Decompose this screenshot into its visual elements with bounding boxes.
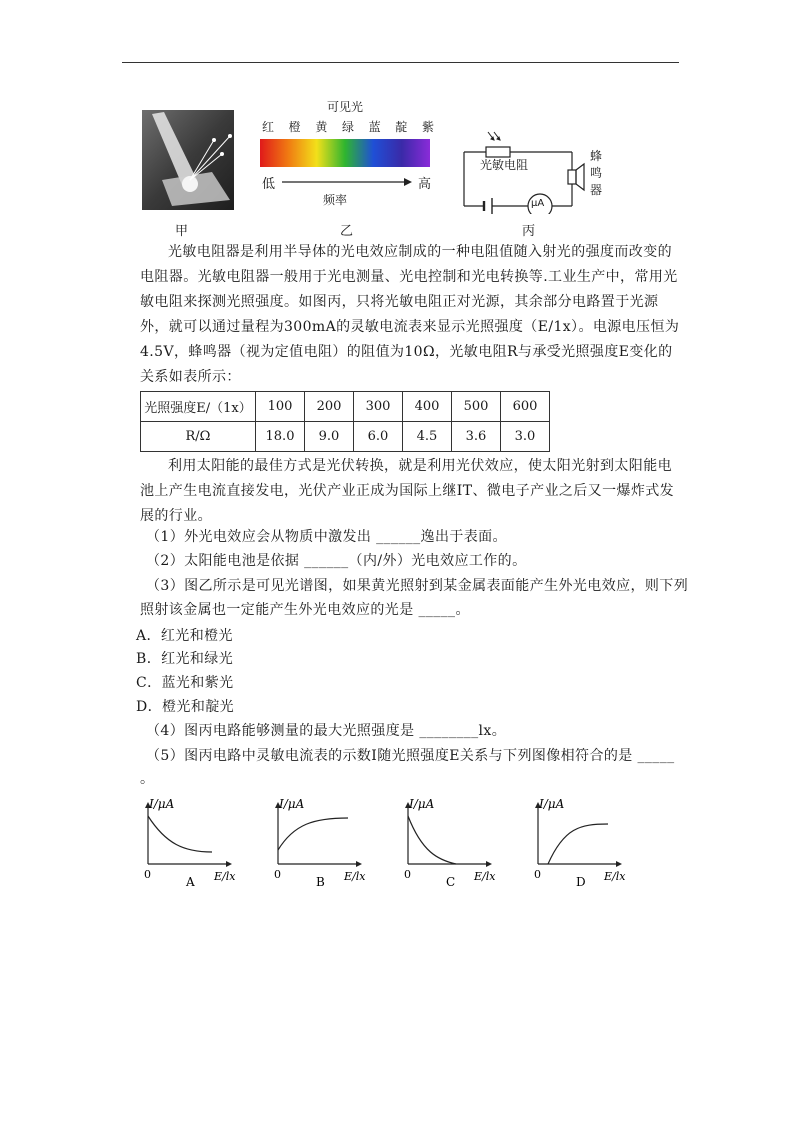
table-cell: 18.0: [256, 422, 305, 452]
question-4: （4）图丙电路能够测量的最大光照强度是 ________lx。: [146, 723, 507, 739]
question-3-line-1: （3）图乙所示是可见光谱图，如果黄光照射到某金属表面能产生外光电效应，则下列: [146, 578, 689, 594]
buzzer-char-3: 器: [590, 183, 603, 197]
data-table: [140, 391, 550, 452]
graph-curve-b: [278, 818, 348, 850]
graph-origin: 0: [274, 868, 281, 881]
graph-origin: 0: [404, 868, 411, 881]
table-cell: 500: [452, 392, 501, 422]
table-cell: 100: [256, 392, 305, 422]
color-label-yellow: 黄: [315, 120, 328, 134]
graph-curve-a: [148, 816, 212, 852]
table-cell: 3.0: [501, 422, 550, 452]
light-source-image: [142, 110, 234, 210]
graph-label-c: C: [446, 875, 456, 889]
x-axis-arrow: [356, 861, 362, 867]
option-d: D．橙光和靛光: [136, 699, 235, 715]
color-label-orange: 橙: [288, 120, 301, 134]
x-axis-arrow: [616, 861, 622, 867]
photoresistor-label: 光敏电阻: [480, 158, 529, 172]
table-cell: 9.0: [305, 422, 354, 452]
table-cell: 600: [501, 392, 550, 422]
intro-paragraph: 光敏电阻器是利用半导体的光电效应制成的一种电阻值随入射光的强度而改变的电阻器。光敏电阻器一般用于光电测量、光电控制和光电转换等.工业生产中，常用光敏电阻来探测光照强度。如图丙，只将光敏电阻正对光源，其余部分电路置于光源外，就可以通过量程为300mA的灵敏电流表来显示光照强度（E/1x）。电源电压恒为4.5V，蜂鸣器（视为定值电阻）的阻值为10Ω，光敏电阻R与承受光照强度E变化的关系如表所示：: [140, 244, 680, 385]
graph-ylabel: I/μA: [539, 797, 565, 811]
table-cell: 3.6: [452, 422, 501, 452]
x-axis-arrow: [226, 861, 232, 867]
buzzer-char-2: 鸣: [590, 166, 603, 180]
question-5-line-1: （5）图丙电路中灵敏电流表的示数I随光照强度E关系与下列图像相符合的是 _____: [146, 748, 675, 764]
table-cell: 4.5: [403, 422, 452, 452]
graph-ylabel: I/μA: [149, 797, 175, 811]
figure-bing-label: 丙: [522, 224, 536, 239]
spectrum-bar: [260, 139, 430, 167]
frequency-label: 频率: [323, 193, 348, 207]
solar-paragraph: 利用太阳能的最佳方式是光伏转换，就是利用光伏效应，使太阳光射到太阳能电池上产生电流直接发电，光伏产业正成为国际上继IT、微电子产业之后又一爆炸式发展的行业。: [140, 458, 675, 524]
table-cell: 6.0: [354, 422, 403, 452]
frequency-arrow: [282, 176, 412, 188]
figure-yi-label: 乙: [340, 224, 354, 239]
table-row: [141, 392, 550, 422]
table-cell: 300: [354, 392, 403, 422]
graph-ylabel: I/μA: [279, 797, 305, 811]
graph-xlabel: E/lx: [474, 870, 496, 883]
table-header-cell: R/Ω: [141, 422, 256, 452]
graph-origin: 0: [144, 868, 151, 881]
graph-ylabel: I/μA: [409, 797, 435, 811]
graph-origin: 0: [534, 868, 541, 881]
header-rule: [122, 62, 679, 63]
color-label-blue: 蓝: [368, 120, 381, 134]
graph-xlabel: E/lx: [344, 870, 366, 883]
graph-label-d: D: [576, 875, 586, 889]
option-c: C．蓝光和紫光: [136, 675, 234, 691]
graph-curve-c: [408, 816, 456, 864]
buzzer-label: [590, 148, 602, 199]
table-cell: 400: [403, 392, 452, 422]
graph-curve-d: [548, 824, 608, 864]
table-cell: 200: [305, 392, 354, 422]
x-axis-arrow: [486, 861, 492, 867]
color-label-red: 红: [262, 120, 275, 134]
graph-xlabel: E/lx: [214, 870, 236, 883]
answer-graphs: [130, 796, 650, 896]
spectrum-gradient: [260, 139, 430, 167]
spectrum-low-label: 低: [262, 177, 276, 192]
question-2: （2）太阳能电池是依据 ______（内/外）光电效应工作的。: [146, 553, 527, 569]
figure-jia-label: 甲: [175, 224, 189, 239]
graph-label-b: B: [316, 875, 325, 889]
color-label-indigo: 靛: [395, 120, 408, 134]
spectrum-high-label: 高: [418, 177, 432, 192]
microammeter-label: μA: [531, 198, 545, 209]
spectrum-color-labels: [262, 118, 434, 135]
graph-label-a: A: [186, 875, 195, 889]
table-header-cell: 光照强度E/（1x）: [141, 392, 256, 422]
question-3-line-2: 照射该金属也一定能产生外光电效应的光是 _____。: [140, 602, 470, 618]
spectrum-title: 可见光: [327, 100, 364, 114]
graph-xlabel: E/lx: [604, 870, 626, 883]
color-label-green: 绿: [341, 120, 354, 134]
color-label-violet: 紫: [421, 120, 434, 134]
table-row: [141, 422, 550, 452]
buzzer-char-1: 蜂: [590, 149, 603, 163]
option-a: A．红光和橙光: [136, 628, 233, 644]
option-b: B．红光和绿光: [136, 651, 234, 667]
question-1: （1）外光电效应会从物质中激发出 ______逸出于表面。: [146, 529, 507, 545]
question-5-line-2: 。: [140, 771, 155, 787]
